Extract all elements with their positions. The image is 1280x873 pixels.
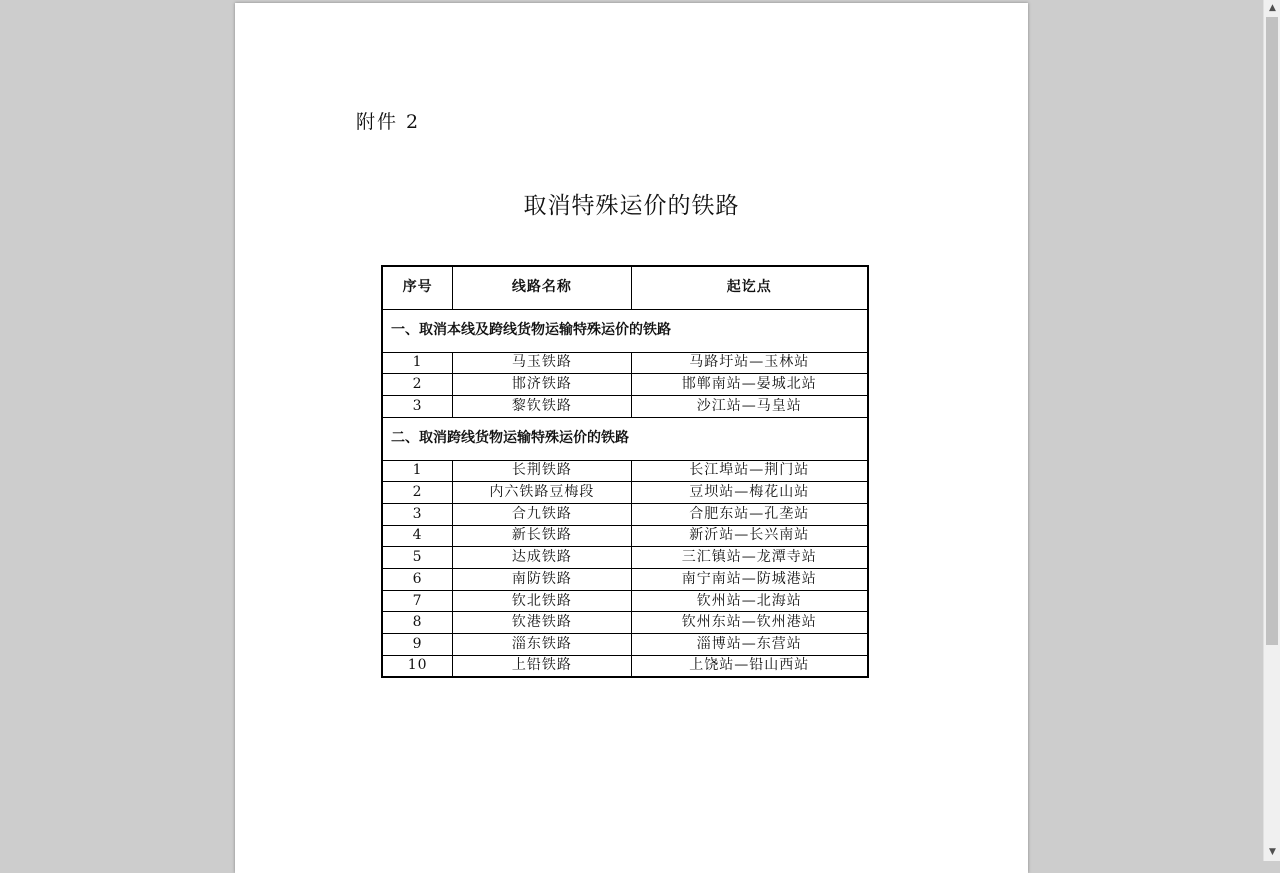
cell-start-end: 钦州东站—钦州港站 (631, 612, 868, 634)
table-row (382, 374, 868, 396)
cell-index: 2 (382, 374, 453, 396)
table-row (382, 634, 868, 656)
table-row (382, 352, 868, 374)
cell-index: 5 (382, 547, 453, 569)
cell-index: 2 (382, 482, 453, 504)
cell-line-name: 南防铁路 (453, 569, 631, 591)
table-row (382, 612, 868, 634)
cell-index: 3 (382, 503, 453, 525)
cell-start-end: 马路圩站—玉林站 (631, 352, 868, 374)
cell-line-name: 长荆铁路 (453, 460, 631, 482)
pdf-page (235, 3, 1028, 873)
cell-start-end: 新沂站—长兴南站 (631, 525, 868, 547)
cell-line-name: 上铅铁路 (453, 655, 631, 677)
table-body (382, 309, 868, 677)
cell-line-name: 黎钦铁路 (453, 395, 631, 417)
table-row (382, 503, 868, 525)
section-heading: 一、取消本线及跨线货物运输特殊运价的铁路 (382, 309, 868, 352)
cell-index: 8 (382, 612, 453, 634)
cell-line-name: 达成铁路 (453, 547, 631, 569)
cell-start-end: 三汇镇站—龙潭寺站 (631, 547, 868, 569)
cell-index: 3 (382, 395, 453, 417)
table-row (382, 482, 868, 504)
cell-line-name: 邯济铁路 (453, 374, 631, 396)
cell-index: 1 (382, 352, 453, 374)
attachment-label: 附件 2 (356, 111, 421, 133)
cell-index: 4 (382, 525, 453, 547)
cell-line-name: 钦港铁路 (453, 612, 631, 634)
cell-line-name: 内六铁路豆梅段 (453, 482, 631, 504)
table-row (382, 655, 868, 677)
scroll-up-arrow-icon[interactable]: ▲ (1269, 3, 1276, 13)
vertical-scrollbar[interactable] (1263, 0, 1280, 861)
table-row (382, 395, 868, 417)
cell-start-end: 沙江站—马皇站 (631, 395, 868, 417)
scroll-down-arrow-icon[interactable]: ▼ (1269, 847, 1276, 857)
cell-start-end: 合肥东站—孔垄站 (631, 503, 868, 525)
header-index: 序号 (382, 266, 453, 309)
table-row (382, 460, 868, 482)
header-start-end: 起讫点 (631, 266, 868, 309)
table-header-row (382, 266, 868, 309)
cell-start-end: 淄博站—东营站 (631, 634, 868, 656)
table-row (382, 590, 868, 612)
cell-line-name: 马玉铁路 (453, 352, 631, 374)
railway-table (381, 265, 869, 678)
cell-start-end: 钦州站—北海站 (631, 590, 868, 612)
cell-start-end: 豆坝站—梅花山站 (631, 482, 868, 504)
cell-line-name: 淄东铁路 (453, 634, 631, 656)
header-line-name: 线路名称 (453, 266, 631, 309)
section-heading-row (382, 309, 868, 352)
cell-index: 1 (382, 460, 453, 482)
cell-start-end: 南宁南站—防城港站 (631, 569, 868, 591)
cell-index: 7 (382, 590, 453, 612)
cell-start-end: 邯郸南站—晏城北站 (631, 374, 868, 396)
table-row (382, 525, 868, 547)
section-heading-row (382, 417, 868, 460)
document-title: 取消特殊运价的铁路 (523, 193, 740, 219)
scrollbar-thumb[interactable] (1266, 17, 1278, 645)
table-row (382, 569, 868, 591)
cell-line-name: 钦北铁路 (453, 590, 631, 612)
cell-index: 6 (382, 569, 453, 591)
cell-index: 10 (382, 655, 453, 677)
section-heading: 二、取消跨线货物运输特殊运价的铁路 (382, 417, 868, 460)
cell-start-end: 上饶站—铅山西站 (631, 655, 868, 677)
cell-index: 9 (382, 634, 453, 656)
cell-line-name: 新长铁路 (453, 525, 631, 547)
cell-line-name: 合九铁路 (453, 503, 631, 525)
cell-start-end: 长江埠站—荆门站 (631, 460, 868, 482)
table-row (382, 547, 868, 569)
